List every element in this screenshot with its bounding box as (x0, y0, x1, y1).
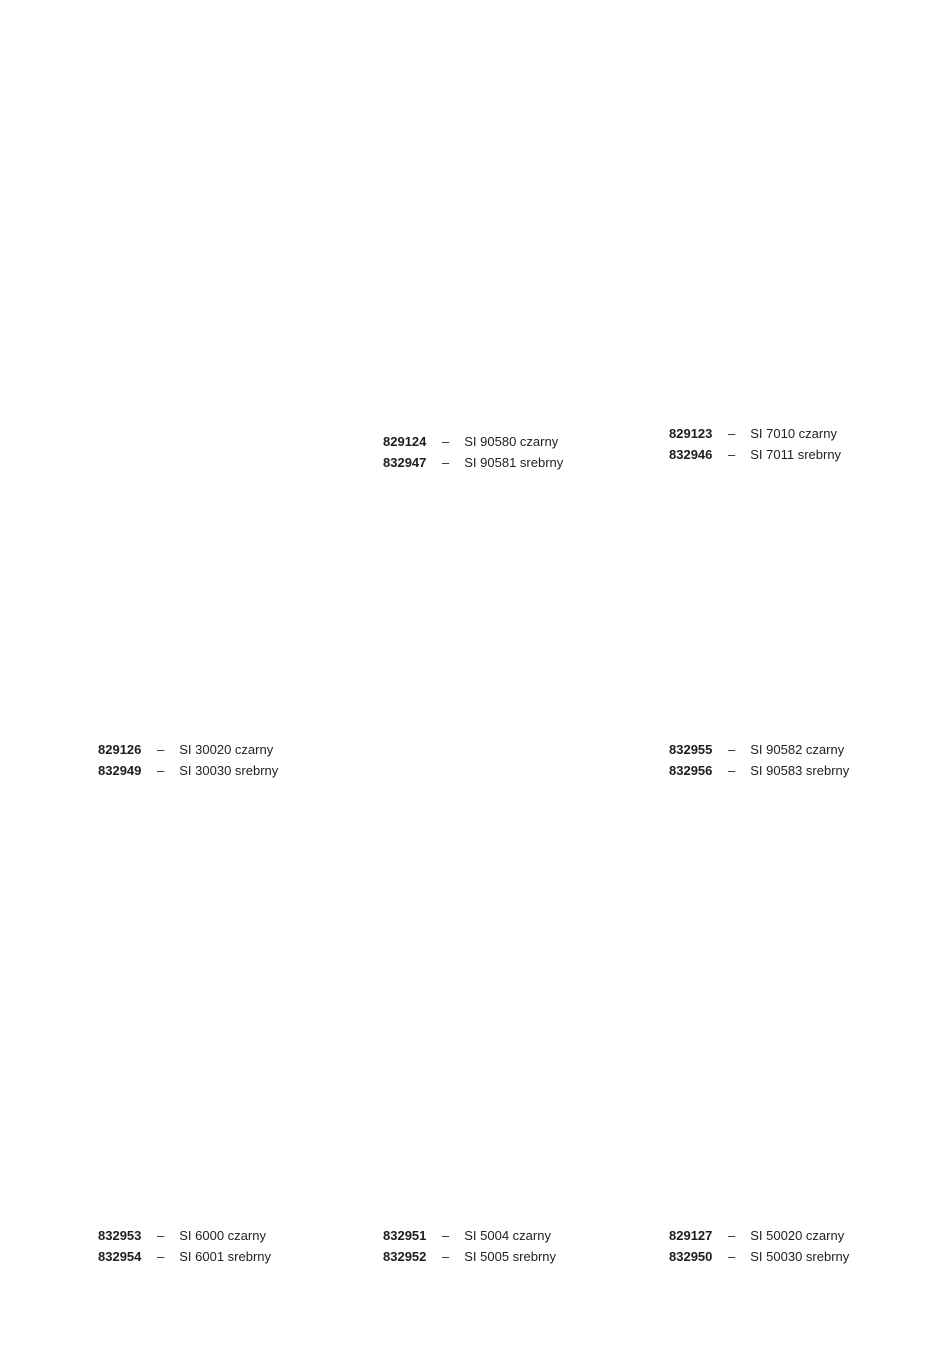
product-description: SI 90581 srebrny (464, 454, 564, 470)
product-row (383, 1226, 556, 1247)
product-group (98, 740, 278, 781)
product-row (669, 445, 841, 466)
product-row (669, 740, 849, 761)
product-description: SI 30020 czarny (179, 742, 274, 757)
product-code: 832956 (669, 762, 713, 778)
product-description: SI 30030 srebrny (179, 762, 279, 778)
product-group (383, 1226, 556, 1267)
separator-dash: – (442, 454, 450, 470)
separator-dash: – (728, 742, 736, 757)
separator-dash: – (728, 762, 736, 778)
product-row (98, 740, 278, 761)
product-row (383, 432, 563, 453)
product-group (383, 432, 563, 473)
product-description: SI 6000 czarny (179, 1228, 266, 1243)
separator-dash: – (728, 1248, 736, 1264)
separator-dash: – (157, 1228, 165, 1243)
product-description: SI 7011 srebrny (750, 446, 842, 462)
product-code: 832954 (98, 1248, 142, 1264)
product-row (383, 453, 563, 474)
product-code: 832953 (98, 1228, 142, 1243)
product-group (669, 740, 849, 781)
product-group (98, 1226, 271, 1267)
product-code: 832955 (669, 742, 713, 757)
product-code: 832950 (669, 1248, 713, 1264)
product-code: 829124 (383, 434, 427, 449)
product-code: 832952 (383, 1248, 427, 1264)
separator-dash: – (442, 1248, 450, 1264)
separator-dash: – (728, 1228, 736, 1243)
product-code: 832949 (98, 762, 142, 778)
product-row (669, 1226, 849, 1247)
separator-dash: – (728, 426, 736, 441)
product-code: 829123 (669, 426, 713, 441)
separator-dash: – (157, 762, 165, 778)
product-code: 829126 (98, 742, 142, 757)
product-row (98, 1226, 271, 1247)
product-code: 832951 (383, 1228, 427, 1243)
separator-dash: – (442, 1228, 450, 1243)
product-row (669, 1247, 849, 1268)
separator-dash: – (442, 434, 450, 449)
product-row (669, 424, 841, 445)
product-description: SI 6001 srebrny (179, 1248, 272, 1264)
separator-dash: – (728, 446, 736, 462)
product-description: SI 7010 czarny (750, 426, 837, 441)
product-description: SI 5005 srebrny (464, 1248, 557, 1264)
product-description: SI 90580 czarny (464, 434, 559, 449)
product-description: SI 50030 srebrny (750, 1248, 850, 1264)
product-row (669, 761, 849, 782)
separator-dash: – (157, 1248, 165, 1264)
product-code: 832946 (669, 446, 713, 462)
product-description: SI 5004 czarny (464, 1228, 551, 1243)
product-row (98, 761, 278, 782)
product-description: SI 50020 czarny (750, 1228, 845, 1243)
product-code: 829127 (669, 1228, 713, 1243)
product-group (669, 424, 841, 465)
product-description: SI 90583 srebrny (750, 762, 850, 778)
product-group (669, 1226, 849, 1267)
separator-dash: – (157, 742, 165, 757)
product-code: 832947 (383, 454, 427, 470)
product-description: SI 90582 czarny (750, 742, 845, 757)
product-row (98, 1247, 271, 1268)
product-row (383, 1247, 556, 1268)
